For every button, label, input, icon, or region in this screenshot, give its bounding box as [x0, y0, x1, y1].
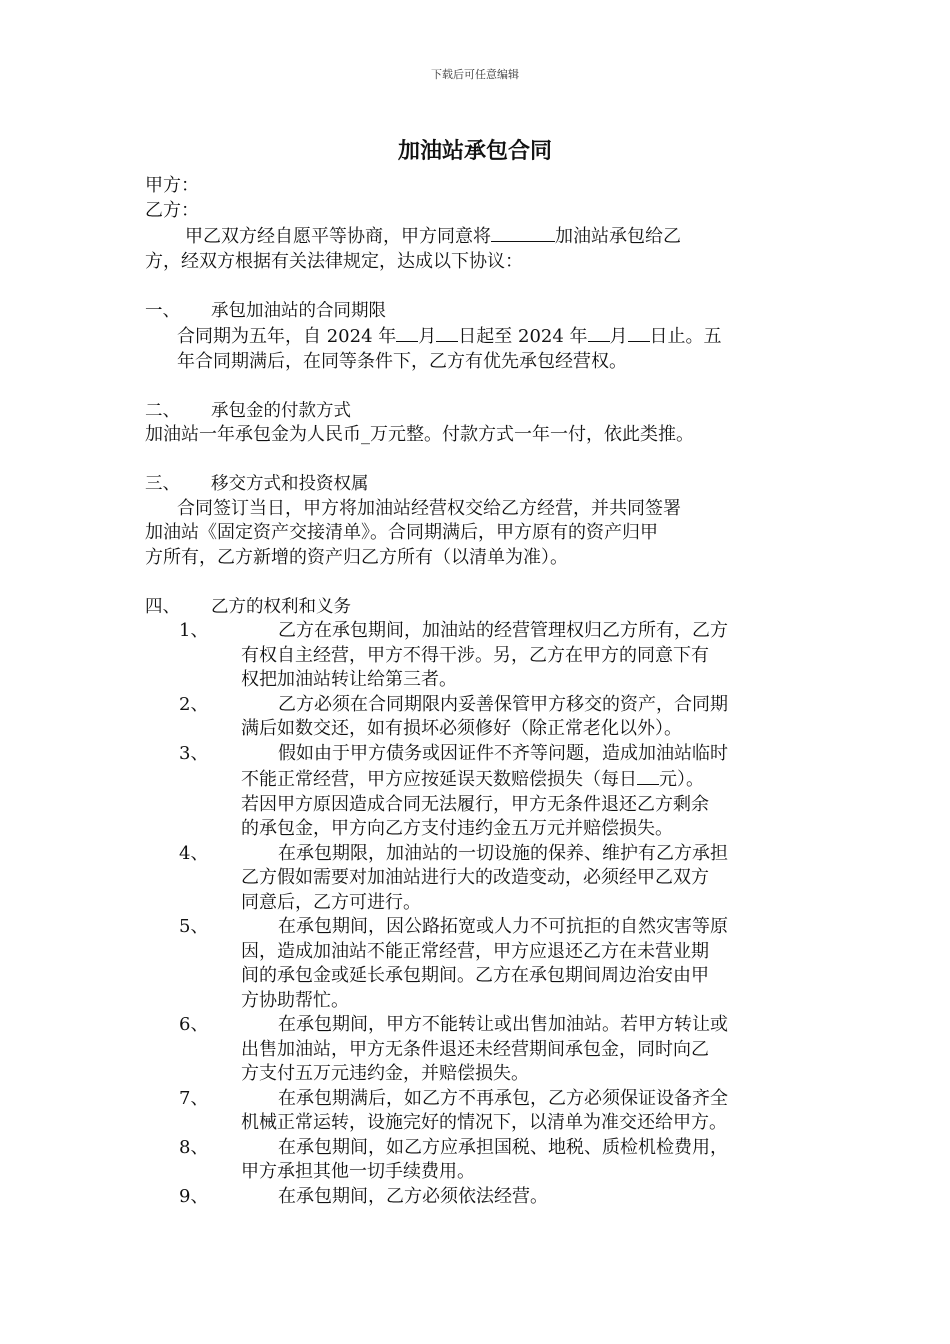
section-3-line-2: 加油站《固定资产交接清单》。合同期满后，甲方原有的资产归甲	[145, 522, 658, 543]
party-b-line: 乙方：	[145, 199, 199, 221]
section-4-heading: 四、 乙方的权利和义务	[145, 596, 351, 617]
section-1-line-1: 合同期为五年，自 2024 年 月 日起至 2024 年 月 日止。五	[145, 323, 810, 350]
document-body	[145, 174, 810, 1209]
section-2-heading: 二、 承包金的付款方式	[145, 400, 351, 421]
list-item: 9、 在承包期间，乙方必须依法经营。	[179, 1185, 548, 1207]
blank-end-month	[588, 323, 610, 342]
blank-end-day	[628, 323, 650, 342]
section-3-line-1: 合同签订当日，甲方将加油站经营权交给乙方经营，并共同签署	[177, 497, 681, 519]
blank-station-name	[491, 223, 555, 242]
list-item: 3、 假如由于甲方债务或因证件不齐等问题，造成加油站临时 不能正常经营，甲方应按延误天数赔偿损失（每日 元）。 若因甲方原因造成合同无法履行，甲方无条件退还乙方剩余 的承包金，甲方向乙方支付违约金五万元并赔偿损失。	[179, 742, 728, 839]
list-item: 6、 在承包期间，甲方不能转让或出售加油站。若甲方转让或 出售加油站，甲方无条件退还未经营期间承包金，同时向乙 方支付五万元违约金，并赔偿损失。	[179, 1014, 728, 1084]
section-1-line-2: 年合同期满后，在同等条件下，乙方有优先承包经营权。	[177, 350, 627, 372]
section-2-line-1: 加油站一年承包金为人民币_万元整。付款方式一年一付，依此类推。	[145, 424, 694, 445]
intro-line-1: 甲乙双方经自愿平等协商，甲方同意将 加油站承包给乙	[145, 223, 810, 250]
section-1-heading: 一、 承包加油站的合同期限	[145, 300, 386, 321]
list-item: 5、 在承包期间，因公路拓宽或人力不可抗拒的自然灾害等原 因，造成加油站不能正常经营，甲方应退还乙方在未营业期 间的承包金或延长承包期间。乙方在承包期间周边治安由甲 方协助帮忙。	[179, 916, 728, 1011]
section-3-line-3: 方所有，乙方新增的资产归乙方所有（以清单为准）。	[145, 546, 568, 568]
list-item: 8、 在承包期间，如乙方应承担国税、地税、质检机检费用， 甲方承担其他一切手续费用。	[179, 1136, 728, 1182]
list-item: 1、 乙方在承包期间，加油站的经营管理权归乙方所有，乙方 有权自主经营，甲方不得干涉。另，乙方在甲方的同意下有 权把加油站转让给第三者。	[179, 620, 728, 690]
party-a-line: 甲方：	[145, 175, 199, 196]
list-item: 4、 在承包期限，加油站的一切设施的保养、维护有乙方承担 乙方假如需要对加油站进行大的改造变动，必须经甲乙双方 同意后，乙方可进行。	[179, 842, 728, 913]
list-item: 7、 在承包期满后，如乙方不再承包，乙方必须保证设备齐全 机械正常运转，设施完好的情况下，以清单为准交还给甲方。	[179, 1087, 728, 1133]
intro-line-2: 方，经双方根据有关法律规定，达成以下协议：	[145, 250, 523, 272]
blank-start-day	[436, 323, 458, 342]
blank-start-month	[396, 323, 418, 342]
document-title: 加油站承包合同	[397, 139, 552, 164]
list-item: 2、 乙方必须在合同期限内妥善保管甲方移交的资产，合同期 满后如数交还，如有损坏必须修好（除正常老化以外）。	[179, 693, 728, 739]
blank-daily-compensation	[637, 766, 659, 785]
section-3-heading: 三、 移交方式和投资权属	[145, 474, 369, 494]
header-note: 下载后可任意编辑	[431, 68, 519, 81]
